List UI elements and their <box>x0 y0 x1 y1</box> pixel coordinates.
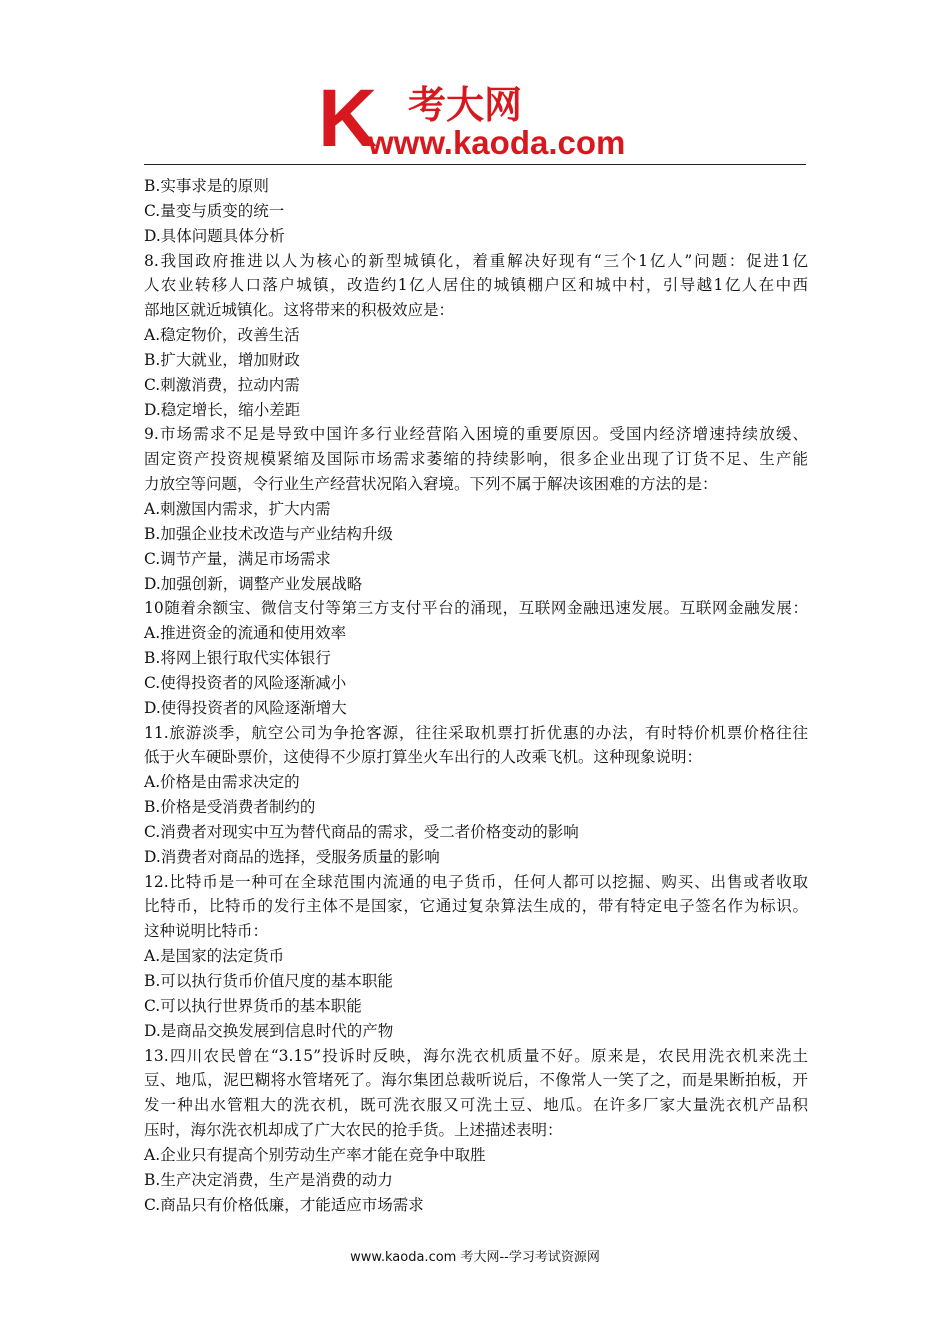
text-line: 12.比特币是一种可在全球范围内流通的电子货币，任何人都可以挖掘、购买、出售或者收取 <box>144 872 808 891</box>
text-line: B.实事求是的原则 <box>144 177 269 195</box>
question-content <box>144 174 808 1217</box>
text-line: A.是国家的法定货币 <box>144 947 285 966</box>
text-line: B.扩大就业，增加财政 <box>144 350 300 369</box>
kaoda-logo[interactable] <box>318 80 638 160</box>
text-line: B.可以执行货币价值尺度的基本职能 <box>144 972 393 990</box>
text-line: D.是商品交换发展到信息时代的产物 <box>144 1021 394 1040</box>
text-line: D.具体问题具体分析 <box>144 226 285 245</box>
text-line: C.刺激消费，拉动内需 <box>144 375 300 394</box>
text-line: 11.旅游淡季，航空公司为争抢客源，往往采取机票打折优惠的办法，有时特价机票价格往往 <box>144 723 808 742</box>
text-line: 10随着余额宝、微信支付等第三方支付平台的涌现，互联网金融迅速发展。互联网金融发展： <box>144 599 808 618</box>
text-line: A.稳定物价，改善生活 <box>144 326 300 345</box>
text-line: C.量变与质变的统一 <box>144 201 285 220</box>
text-line: C.商品只有价格低廉，才能适应市场需求 <box>144 1195 424 1214</box>
text-line: A.企业只有提高个别劳动生产率才能在竞争中取胜 <box>144 1145 486 1164</box>
text-line: C.调节产量，满足市场需求 <box>144 549 331 568</box>
text-line: A.刺激国内需求，扩大内需 <box>144 499 331 518</box>
text-line: 13.四川农民曾在“3.15”投诉时反映，海尔洗衣机质量不好。原来是，农民用洗衣机来洗土 <box>144 1046 808 1065</box>
text-line: A.价格是由需求决定的 <box>144 773 300 792</box>
header-divider <box>144 164 806 165</box>
logo-url: www.kaoda.com <box>368 124 626 160</box>
text-line: 人农业转移人口落户城镇，改造约1亿人居住的城镇棚户区和城中村，引导越1亿人在中西 <box>144 276 808 295</box>
text-line: D.稳定增长，缩小差距 <box>144 400 301 419</box>
page-header <box>0 0 950 166</box>
text-line: D.消费者对商品的选择，受服务质量的影响 <box>144 847 440 866</box>
text-line: 力放空等问题，令行业生产经营状况陷入窘境。下列不属于解决该困难的方法的是： <box>144 475 718 494</box>
text-line: D.使得投资者的风险逐渐增大 <box>144 698 347 717</box>
text-line: D.加强创新，调整产业发展战略 <box>144 574 363 593</box>
text-line: B.生产决定消费，生产是消费的动力 <box>144 1170 393 1189</box>
text-line: 比特币，比特币的发行主体不是国家，它通过复杂算法生成的，带有特定电子签名作为标识。 <box>144 897 808 916</box>
page-footer: www.kaoda.com 考大网--学习考试资源网 <box>350 1250 600 1265</box>
text-line: A.推进资金的流通和使用效率 <box>144 624 347 643</box>
text-line: C.可以执行世界货币的基本职能 <box>144 996 362 1015</box>
text-line: C.使得投资者的风险逐渐减小 <box>144 673 347 692</box>
text-line: B.价格是受消费者制约的 <box>144 798 316 817</box>
text-line: 9.市场需求不足是导致中国许多行业经营陷入困境的重要原因。受国内经济增速持续放缓、 <box>144 425 808 444</box>
text-line: 压时，海尔洗衣机却成了广大农民的抢手货。上述描述表明： <box>144 1121 563 1140</box>
logo-title: 考大网 <box>408 83 523 127</box>
logo-k-mark: K <box>318 80 378 160</box>
text-line: B.加强企业技术改造与产业结构升级 <box>144 524 393 543</box>
text-line: 发一种出水管粗大的洗衣机，既可洗衣服又可洗土豆、地瓜。在许多厂家大量洗衣机产品积 <box>144 1096 808 1115</box>
text-line: C.消费者对现实中互为替代商品的需求，受二者价格变动的影响 <box>144 822 579 841</box>
text-line: 这种说明比特币： <box>144 922 269 941</box>
text-line: B.将网上银行取代实体银行 <box>144 649 331 668</box>
text-line: 8.我国政府推进以人为核心的新型城镇化，着重解决好现有“三个1亿人”问题：促进1亿 <box>144 251 808 270</box>
text-line: 部地区就近城镇化。这将带来的积极效应是： <box>144 301 455 320</box>
text-line: 豆、地瓜，泥巴糊将水管堵死了。海尔集团总裁听说后，不像常人一笑了之，而是果断拍板，开 <box>144 1071 808 1090</box>
text-line: 低于火车硬卧票价，这使得不少原打算坐火车出行的人改乘飞机。这种现象说明： <box>144 748 703 767</box>
text-line: 固定资产投资规模紧缩及国际市场需求萎缩的持续影响，很多企业出现了订货不足、生产能 <box>144 450 808 469</box>
